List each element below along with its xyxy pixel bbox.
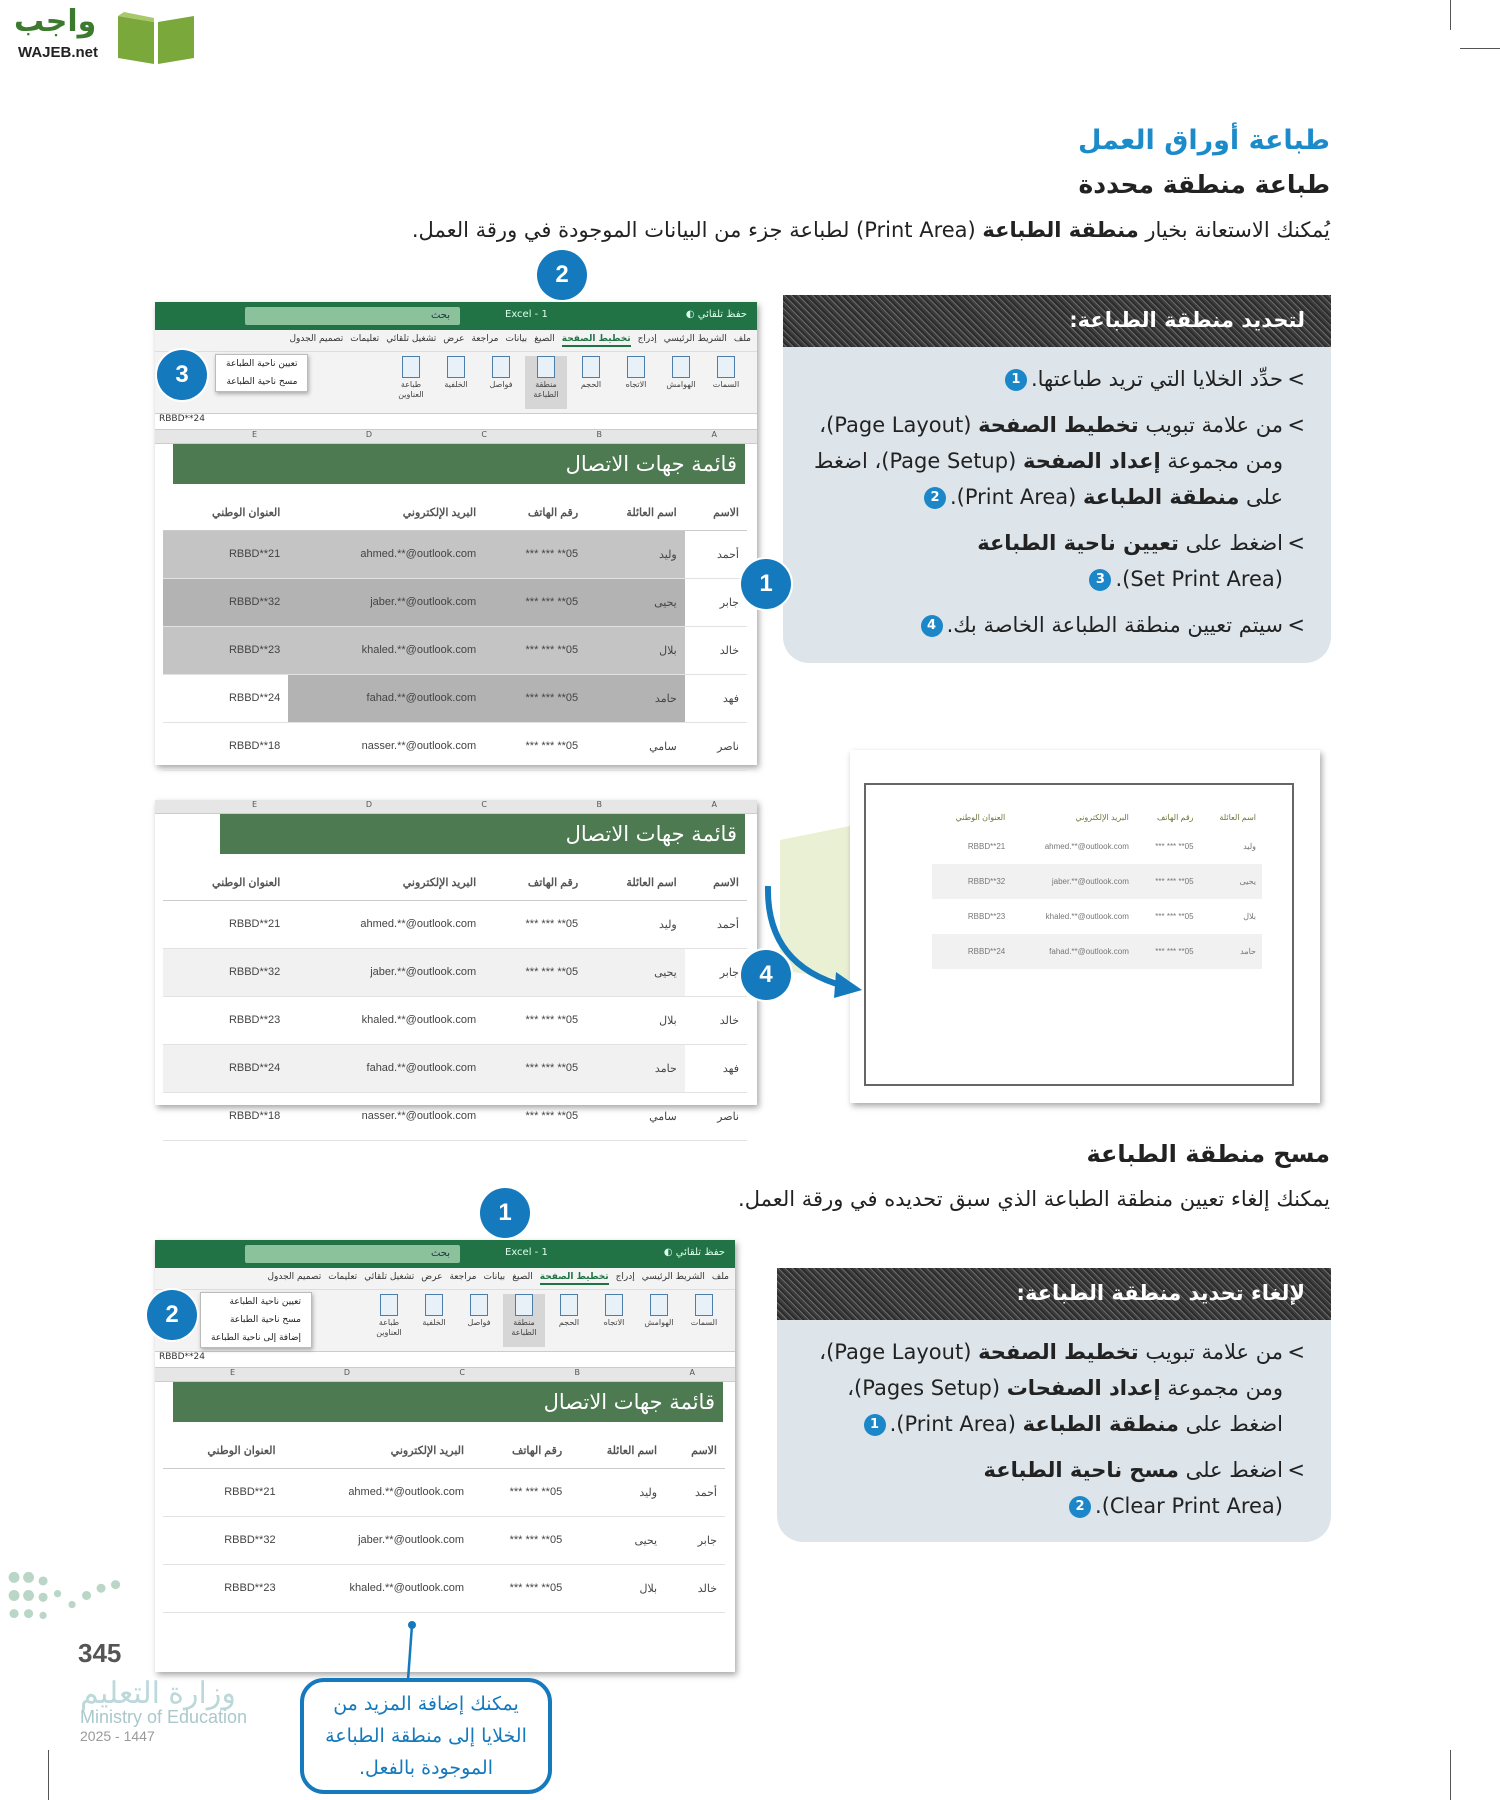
table-row [163, 1092, 747, 1140]
table-row [163, 1468, 725, 1516]
table-cell[interactable]: RBBD**23 [163, 1564, 284, 1612]
ribbon-button[interactable] [570, 356, 612, 409]
ribbon-button-label: طباعة العناوين [398, 380, 424, 399]
table-cell[interactable]: khaled.**@outlook.com [288, 996, 484, 1044]
table-cell[interactable]: khaled.**@outlook.com [288, 626, 484, 674]
ribbon-button-label: الحجم [558, 1318, 580, 1327]
table-cell[interactable]: RBBD**21 [163, 530, 288, 578]
ribbon-button-icon [447, 356, 465, 378]
column-header-cell: اسم العائلة [586, 866, 685, 900]
menu-item-0[interactable]: تعيين ناحية الطباعة [229, 1297, 301, 1307]
tab-1[interactable]: الشريط الرئيسي [641, 1272, 705, 1282]
ribbon-button-label: الخلفية [422, 1318, 446, 1327]
menu-item-1[interactable]: مسح ناحية الطباعة [229, 1315, 301, 1325]
table-cell[interactable]: nasser.**@outlook.com [288, 1092, 484, 1140]
column-headers [155, 430, 757, 444]
step-badge-3: 3 [157, 350, 207, 400]
column-header[interactable]: E [229, 1368, 235, 1377]
worksheet [155, 444, 757, 771]
table-cell[interactable]: RBBD**32 [163, 948, 288, 996]
search-input[interactable]: بحث [245, 1245, 460, 1263]
ministry-footer [80, 1676, 247, 1744]
table-cell[interactable]: حامد [586, 674, 685, 722]
tab-6[interactable]: مراجعة [471, 334, 499, 344]
excel-screenshot-clear-print-area [155, 1240, 735, 1672]
preview-cell: RBBD**21 [967, 842, 1006, 851]
ribbon-button-icon [627, 356, 645, 378]
table-cell[interactable]: 05** *** *** [484, 1092, 586, 1140]
year: 2025 - 1447 [80, 1728, 155, 1744]
ribbon-button[interactable] [615, 356, 657, 409]
step-2: > من علامة تبويب تخطيط الصفحة (Page Layout)، ومن مجموعة إعداد الصفحة (Page Setup)، اضغط على منطقة الطباعة (Print Area).2 [803, 407, 1305, 515]
preview-cell: يحيى [1200, 864, 1262, 899]
preview-header: العنوان الوطني [955, 812, 1006, 822]
tab-9[interactable]: تعليمات [350, 334, 380, 344]
sheet-title-row: قائمة جهات الاتصال [173, 444, 745, 484]
table-cell[interactable]: جابر [685, 948, 747, 996]
preview-row [932, 934, 1262, 969]
preview-cell: ahmed.**@outlook.com [1044, 842, 1129, 851]
table-cell[interactable]: RBBD**32 [163, 578, 288, 626]
table-cell[interactable]: RBBD**18 [163, 722, 288, 770]
ribbon-button-label: السمات [690, 1318, 718, 1327]
table-cell[interactable]: 05** *** *** [484, 900, 586, 948]
section2-intro: يمكنك إلغاء تعيين منطقة الطباعة الذي سبق تحديده في ورقة العمل. [738, 1187, 1330, 1211]
preview-cell: jaber.**@outlook.com [1011, 864, 1135, 899]
preview-cell: 05** *** *** [1135, 934, 1200, 969]
sheet-title-row: قائمة جهات الاتصال [173, 1382, 723, 1422]
table-cell[interactable]: يحيى [586, 578, 685, 626]
table-cell[interactable]: خالد [665, 1564, 725, 1612]
column-header[interactable]: B [596, 800, 602, 809]
tab-1[interactable]: الشريط الرئيسي [663, 334, 727, 344]
tab-8[interactable]: تشغيل تلقائي [364, 1272, 415, 1282]
step-3: > اضغط على تعيين ناحية الطباعة (Set Print Area).3 [803, 525, 1305, 597]
ribbon-button[interactable] [660, 356, 702, 409]
table-cell[interactable]: يحيى [586, 948, 685, 996]
ribbon-button[interactable] [458, 1294, 500, 1347]
intro-paragraph: يُمكنك الاستعانة بخيار منطقة الطباعة (Print Area) لطباعة جزء من البيانات الموجودة في ورقة العمل. [411, 218, 1330, 242]
preview-cell: وليد [1243, 842, 1256, 851]
table-cell[interactable]: أحمد [685, 900, 747, 948]
table-cell[interactable]: khaled.**@outlook.com [284, 1564, 472, 1612]
worksheet [155, 814, 757, 1141]
preview-cell: حامد [1200, 934, 1262, 969]
print-area-button[interactable] [525, 356, 567, 409]
ribbon-button-label: الهوامش [666, 380, 696, 389]
column-header[interactable]: A [689, 1368, 695, 1377]
book-icon [116, 8, 196, 66]
ministry-dots-logo [5, 1565, 150, 1635]
column-header[interactable]: A [711, 800, 717, 809]
clear-print-area-steps [777, 1268, 1331, 1542]
ribbon-button[interactable] [683, 1294, 725, 1347]
preview-cell: RBBD**32 [932, 864, 1011, 899]
preview-cell: khaled.**@outlook.com [1045, 912, 1129, 921]
preview-header: رقم الهاتف [1157, 812, 1194, 822]
step-badge-1: 1 [741, 559, 791, 609]
step-badge: 1 [864, 1414, 886, 1436]
table-cell[interactable]: بلال [586, 996, 685, 1044]
table-row [163, 996, 747, 1044]
tab-5[interactable]: بيانات [505, 334, 528, 344]
table-cell[interactable]: خالد [685, 626, 747, 674]
table-row [163, 530, 747, 578]
ribbon-button[interactable] [368, 1294, 410, 1347]
column-header[interactable]: C [459, 1368, 465, 1377]
preview-cell: بلال [1243, 912, 1256, 921]
table-cell[interactable]: حامد [586, 1044, 685, 1092]
step-badge-2: 2 [537, 250, 587, 300]
menu-item-1[interactable]: مسح ناحية الطباعة [226, 377, 298, 387]
window-title: Excel - 1 [505, 309, 548, 320]
tab-9[interactable]: تعليمات [328, 1272, 358, 1282]
search-input[interactable]: بحث [245, 307, 460, 325]
wajeb-logo [8, 4, 193, 66]
crop-mark [1460, 48, 1500, 49]
ribbon-button[interactable] [638, 1294, 680, 1347]
menu-item-2[interactable]: إضافة إلى ناحية الطباعة [211, 1333, 301, 1343]
preview-row [932, 829, 1262, 864]
column-header[interactable]: E [251, 430, 257, 439]
table-cell[interactable]: RBBD**21 [163, 1468, 284, 1516]
ribbon-button-label: طباعة العناوين [376, 1318, 402, 1337]
table-cell[interactable]: 05** *** *** [484, 996, 586, 1044]
column-header-cell: البريد الإلكتروني [284, 1434, 472, 1468]
ribbon-button[interactable] [480, 356, 522, 409]
tab-8[interactable]: تشغيل تلقائي [386, 334, 437, 344]
worksheet [155, 1382, 735, 1613]
print-area-menu [215, 354, 308, 392]
tab-10[interactable]: تصميم الجدول [267, 1272, 322, 1282]
column-header[interactable]: D [365, 800, 372, 809]
crop-mark [1450, 0, 1451, 30]
excel-title-bar [155, 302, 757, 330]
tab-2[interactable]: إدراج [615, 1272, 635, 1282]
table-header-row [163, 496, 747, 530]
step-badge: 2 [924, 487, 946, 509]
set-print-area-steps [783, 295, 1331, 663]
print-area-button[interactable] [503, 1294, 545, 1347]
tab-3[interactable]: تخطيط الصفحة [540, 1272, 609, 1285]
ribbon-button-label: الاتجاه [625, 380, 647, 389]
table-cell[interactable]: جابر [665, 1516, 725, 1564]
step-badge: 4 [921, 615, 943, 637]
table-cell[interactable]: خالد [685, 996, 747, 1044]
ministry-english: Ministry of Education [80, 1707, 248, 1727]
column-header-cell: العنوان الوطني [163, 496, 288, 530]
callout-note: يمكنك إضافة المزيد من الخلايا إلى منطقة الطباعة الموجودة بالفعل. [300, 1678, 552, 1794]
ribbon-button-icon [537, 356, 555, 378]
section-subtitle: طباعة منطقة محددة [1078, 170, 1330, 199]
table-cell[interactable]: وليد [586, 530, 685, 578]
column-header-cell: الاسم [665, 1434, 725, 1468]
contacts-table [163, 1434, 725, 1613]
ribbon-button[interactable] [413, 1294, 455, 1347]
logo-latin: WAJEB.net [18, 44, 99, 61]
tab-2[interactable]: إدراج [637, 334, 657, 344]
column-header[interactable]: A [711, 430, 717, 439]
autosave-toggle[interactable]: حفظ تلقائي ◐ [685, 309, 747, 320]
table-cell[interactable]: nasser.**@outlook.com [288, 722, 484, 770]
name-box[interactable]: RBBD**24 [155, 1352, 735, 1368]
step-badge-1: 1 [480, 1188, 530, 1238]
callout-pointer [400, 1620, 420, 1680]
tab-3[interactable]: تخطيط الصفحة [562, 334, 631, 347]
column-header[interactable]: B [574, 1368, 580, 1377]
excel-title-bar [155, 1240, 735, 1268]
preview-cell: 05** *** *** [1155, 842, 1194, 851]
table-cell[interactable]: أحمد [665, 1468, 725, 1516]
ribbon-button-label: منطقة الطباعة [533, 380, 559, 399]
column-headers [155, 800, 757, 814]
tab-10[interactable]: تصميم الجدول [289, 334, 344, 344]
preview-header: اسم العائلة [1219, 812, 1256, 822]
column-header-cell: البريد الإلكتروني [288, 866, 484, 900]
table-cell[interactable]: فهد [685, 1044, 747, 1092]
table-row [163, 674, 747, 722]
table-cell[interactable]: fahad.**@outlook.com [288, 674, 484, 722]
table-row [163, 948, 747, 996]
ribbon-button-icon [492, 356, 510, 378]
table-cell[interactable]: 05** *** *** [484, 722, 586, 770]
box-heading: لتحديد منطقة الطباعة: [783, 295, 1331, 347]
table-row [163, 1044, 747, 1092]
table-cell[interactable]: jaber.**@outlook.com [284, 1516, 472, 1564]
column-header-cell: العنوان الوطني [163, 1434, 284, 1468]
column-header-cell: الاسم [685, 866, 747, 900]
section-title: طباعة أوراق العمل [1077, 125, 1330, 156]
table-cell[interactable]: 05** *** *** [472, 1468, 570, 1516]
table-cell[interactable]: jaber.**@outlook.com [288, 948, 484, 996]
column-header[interactable]: E [251, 800, 257, 809]
ribbon-button[interactable] [390, 356, 432, 409]
preview-cell: 05** *** *** [1155, 912, 1194, 921]
ribbon-button-icon [582, 356, 600, 378]
print-area-menu [200, 1292, 312, 1348]
column-header[interactable]: C [481, 430, 487, 439]
table-cell[interactable]: 05** *** *** [484, 1044, 586, 1092]
excel-screenshot-print-area-set [155, 800, 757, 1123]
step-badge: 3 [1089, 569, 1111, 591]
ribbon-button-icon [717, 356, 735, 378]
ribbon-page-setup [155, 1290, 735, 1352]
column-header-cell: اسم العائلة [586, 496, 685, 530]
table-cell[interactable]: أحمد [685, 530, 747, 578]
table-cell[interactable]: جابر [685, 578, 747, 626]
ribbon-button-icon [380, 1294, 398, 1316]
print-preview [850, 750, 1320, 1103]
box-heading: لإلغاء تحديد منطقة الطباعة: [777, 1268, 1331, 1320]
table-cell[interactable]: سامي [586, 722, 685, 770]
ribbon-button-icon [560, 1294, 578, 1316]
table-cell[interactable]: ahmed.**@outlook.com [288, 900, 484, 948]
step-1: > حدِّد الخلايا التي تريد طباعتها.1 [803, 361, 1305, 397]
table-cell[interactable]: يحيى [570, 1516, 665, 1564]
ribbon-button-icon [425, 1294, 443, 1316]
table-cell[interactable]: 05** *** *** [484, 948, 586, 996]
table-cell[interactable]: 05** *** *** [484, 578, 586, 626]
table-row [163, 578, 747, 626]
ribbon-button-icon [650, 1294, 668, 1316]
table-cell[interactable]: ناصر [685, 1092, 747, 1140]
ribbon-button[interactable] [435, 356, 477, 409]
table-cell[interactable]: بلال [570, 1564, 665, 1612]
window-title: Excel - 1 [505, 1247, 548, 1258]
ribbon-button-label: الحجم [580, 380, 602, 389]
table-cell[interactable]: بلال [586, 626, 685, 674]
ribbon-button-icon [402, 356, 420, 378]
table-row [163, 900, 747, 948]
tab-7[interactable]: عرض [421, 1272, 443, 1282]
step-badge: 1 [1005, 369, 1027, 391]
ribbon-tabs [155, 1268, 735, 1290]
crop-mark [1450, 1750, 1451, 1800]
ribbon-button-icon [470, 1294, 488, 1316]
preview-row [932, 864, 1262, 899]
step-badge: 2 [1069, 1496, 1091, 1518]
preview-cell: fahad.**@outlook.com [1011, 934, 1135, 969]
step-badge-4: 4 [741, 950, 791, 1000]
column-header[interactable]: D [365, 430, 372, 439]
table-cell[interactable]: 05** *** *** [484, 674, 586, 722]
preview-row [932, 899, 1262, 934]
preview-cell: RBBD**24 [932, 934, 1011, 969]
table-cell[interactable]: jaber.**@outlook.com [288, 578, 484, 626]
ribbon-button[interactable] [548, 1294, 590, 1347]
table-cell[interactable]: RBBD**32 [163, 1516, 284, 1564]
table-cell[interactable]: ahmed.**@outlook.com [288, 530, 484, 578]
table-cell[interactable]: RBBD**23 [163, 626, 288, 674]
table-cell[interactable]: RBBD**23 [163, 996, 288, 1044]
tab-4[interactable]: الصيغ [512, 1272, 533, 1282]
step-2: > اضغط على مسح ناحية الطباعة (Clear Print Area).2 [797, 1452, 1305, 1524]
ribbon-button-label: منطقة الطباعة [511, 1318, 537, 1337]
column-header-cell: رقم الهاتف [472, 1434, 570, 1468]
name-box[interactable]: RBBD**24 [155, 414, 757, 430]
ribbon-tabs [155, 330, 757, 352]
ribbon-button[interactable] [705, 356, 747, 409]
column-header[interactable]: C [481, 800, 487, 809]
tab-7[interactable]: عرض [443, 334, 465, 344]
step-badge-2: 2 [147, 1290, 197, 1340]
ministry-arabic: وزارة التعليم [80, 1677, 236, 1710]
tab-5[interactable]: بيانات [483, 1272, 506, 1282]
table-cell[interactable]: وليد [570, 1468, 665, 1516]
page-number: 345 [78, 1638, 122, 1668]
column-header[interactable]: B [596, 430, 602, 439]
step-4: > سيتم تعيين منطقة الطباعة الخاصة بك.4 [803, 607, 1305, 643]
logo-arabic: واجب [14, 4, 97, 39]
column-headers [155, 1368, 735, 1382]
ribbon-page-setup [155, 352, 757, 414]
column-header-cell: رقم الهاتف [484, 496, 586, 530]
column-header-cell: رقم الهاتف [484, 866, 586, 900]
ribbon-button-icon [605, 1294, 623, 1316]
preview-cell: 05** *** *** [1135, 864, 1200, 899]
tab-6[interactable]: مراجعة [449, 1272, 477, 1282]
table-header-row [163, 866, 747, 900]
table-cell[interactable]: ناصر [685, 722, 747, 770]
tab-4[interactable]: الصيغ [534, 334, 555, 344]
tab-0[interactable]: ملف [711, 1272, 729, 1282]
column-header-cell: اسم العائلة [570, 1434, 665, 1468]
table-row [163, 1516, 725, 1564]
ribbon-button-label: الاتجاه [603, 1318, 625, 1327]
preview-header-row [932, 805, 1262, 829]
ribbon-button-label: فواصل [489, 380, 513, 389]
table-header-row [163, 1434, 725, 1468]
table-cell[interactable]: fahad.**@outlook.com [288, 1044, 484, 1092]
column-header-cell: الاسم [685, 496, 747, 530]
crop-mark [48, 1750, 49, 1800]
tab-0[interactable]: ملف [733, 334, 751, 344]
table-cell[interactable]: 05** *** *** [484, 530, 586, 578]
table-cell[interactable]: RBBD**21 [163, 900, 288, 948]
autosave-toggle[interactable]: حفظ تلقائي ◐ [663, 1247, 725, 1258]
table-cell[interactable]: ahmed.**@outlook.com [284, 1468, 472, 1516]
ribbon-button-label: الخلفية [444, 380, 468, 389]
preview-header: البريد الإلكتروني [1075, 812, 1129, 822]
sheet-title-row: قائمة جهات الاتصال [220, 814, 745, 854]
ribbon-button-label: السمات [712, 380, 740, 389]
column-header-cell: العنوان الوطني [163, 866, 288, 900]
ribbon-button-label: الهوامش [644, 1318, 674, 1327]
table-cell[interactable]: RBBD**18 [163, 1092, 288, 1140]
ribbon-button-label: فواصل [467, 1318, 491, 1327]
ribbon-button[interactable] [593, 1294, 635, 1347]
table-cell[interactable]: فهد [685, 674, 747, 722]
table-cell[interactable]: RBBD**24 [163, 674, 288, 722]
ribbon-button-icon [515, 1294, 533, 1316]
table-row [163, 626, 747, 674]
table-cell[interactable]: 05** *** *** [472, 1564, 570, 1612]
contacts-table [163, 496, 747, 771]
menu-item-0[interactable]: تعيين ناحية الطباعة [226, 359, 298, 369]
section2-title: مسح منطقة الطباعة [1086, 1140, 1330, 1168]
table-cell[interactable]: سامي [586, 1092, 685, 1140]
step-1: > من علامة تبويب تخطيط الصفحة (Page Layout)، ومن مجموعة إعداد الصفحات (Pages Setup)، اضغط على منطقة الطباعة (Print Area).1 [797, 1334, 1305, 1442]
table-cell[interactable]: RBBD**24 [163, 1044, 288, 1092]
ribbon-button-icon [695, 1294, 713, 1316]
preview-cell: RBBD**23 [967, 912, 1006, 921]
excel-screenshot-set-print-area [155, 302, 757, 765]
table-row [163, 722, 747, 770]
contacts-table [163, 866, 747, 1141]
column-header[interactable]: D [343, 1368, 350, 1377]
column-header-cell: البريد الإلكتروني [288, 496, 484, 530]
ribbon-button-icon [672, 356, 690, 378]
table-cell[interactable]: 05** *** *** [484, 626, 586, 674]
table-cell[interactable]: 05** *** *** [472, 1516, 570, 1564]
table-row [163, 1564, 725, 1612]
table-cell[interactable]: وليد [586, 900, 685, 948]
